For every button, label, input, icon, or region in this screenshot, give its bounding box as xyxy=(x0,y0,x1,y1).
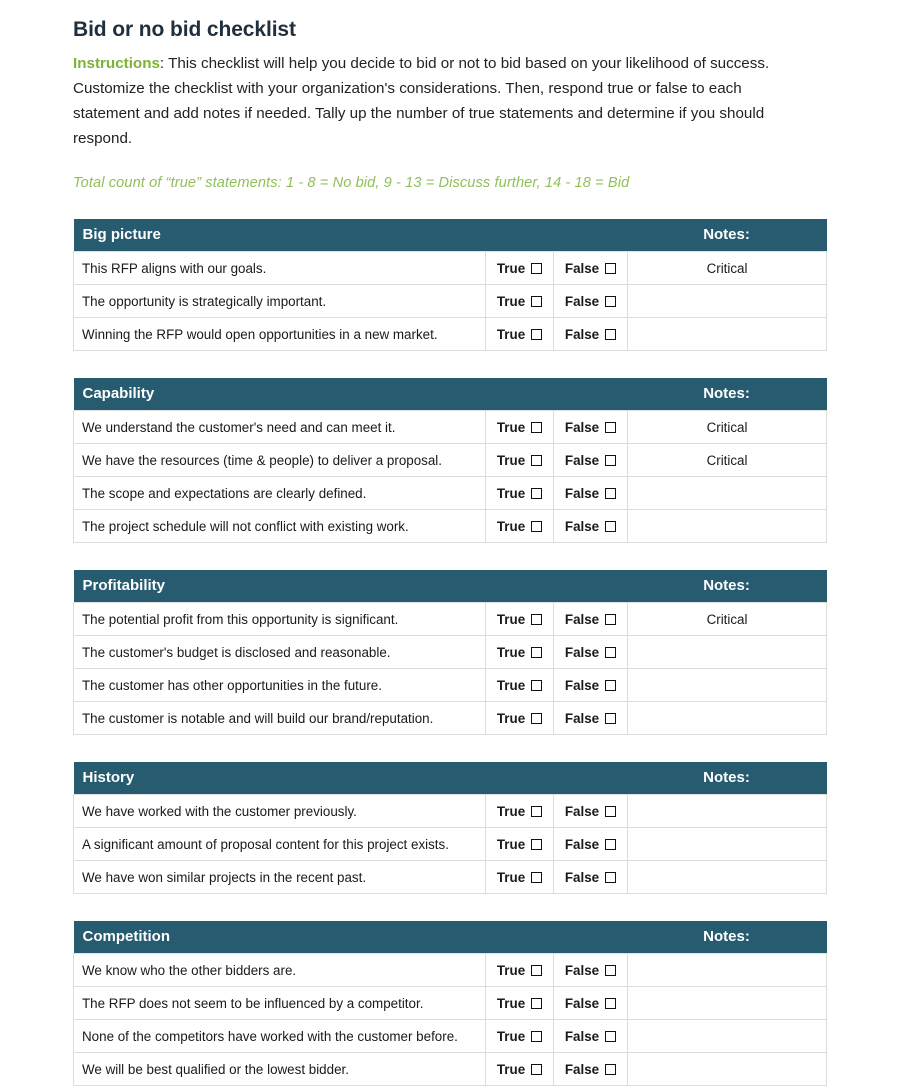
statement-cell: We know who the other bidders are. xyxy=(74,954,486,987)
section-title: Competition xyxy=(74,921,628,954)
statement-cell: We will be best qualified or the lowest bidder. xyxy=(74,1053,486,1086)
true-cell[interactable] xyxy=(486,285,554,318)
checklist-section xyxy=(73,219,826,351)
section-title: Capability xyxy=(74,378,628,411)
table-row xyxy=(74,954,827,987)
true-label: True xyxy=(496,518,526,534)
false-cell[interactable] xyxy=(554,477,628,510)
false-checkbox-icon[interactable] xyxy=(605,647,616,658)
notes-cell[interactable] xyxy=(628,702,827,735)
statement-cell: We have won similar projects in the recent past. xyxy=(74,861,486,894)
false-label: False xyxy=(564,326,600,342)
notes-cell[interactable]: Critical xyxy=(628,411,827,444)
statement-cell: Winning the RFP would open opportunities in a new market. xyxy=(74,318,486,351)
true-label: True xyxy=(496,611,526,627)
notes-column-header: Notes: xyxy=(628,762,827,795)
true-label: True xyxy=(496,452,526,468)
statement-cell: The customer's budget is disclosed and reasonable. xyxy=(74,636,486,669)
statement-cell: A significant amount of proposal content for this project exists. xyxy=(74,828,486,861)
false-checkbox-icon[interactable] xyxy=(605,713,616,724)
statement-cell: The potential profit from this opportunity is significant. xyxy=(74,603,486,636)
true-label: True xyxy=(496,419,526,435)
notes-column-header: Notes: xyxy=(628,570,827,603)
false-cell[interactable] xyxy=(554,954,628,987)
false-checkbox-icon[interactable] xyxy=(605,521,616,532)
true-label: True xyxy=(496,710,526,726)
checklist-table xyxy=(73,378,827,543)
false-checkbox-icon[interactable] xyxy=(605,329,616,340)
false-cell[interactable] xyxy=(554,702,628,735)
false-label: False xyxy=(564,803,600,819)
false-label: False xyxy=(564,869,600,885)
true-cell[interactable] xyxy=(486,1020,554,1053)
statement-cell: The project schedule will not conflict with existing work. xyxy=(74,510,486,543)
false-cell[interactable] xyxy=(554,795,628,828)
notes-cell[interactable] xyxy=(628,861,827,894)
statement-cell: The customer has other opportunities in the future. xyxy=(74,669,486,702)
notes-cell[interactable] xyxy=(628,318,827,351)
true-cell[interactable] xyxy=(486,987,554,1020)
true-checkbox-icon[interactable] xyxy=(531,329,542,340)
statement-cell: We have worked with the customer previously. xyxy=(74,795,486,828)
notes-cell[interactable] xyxy=(628,477,827,510)
table-row xyxy=(74,285,827,318)
notes-cell[interactable] xyxy=(628,636,827,669)
false-checkbox-icon[interactable] xyxy=(605,1031,616,1042)
false-label: False xyxy=(564,611,600,627)
true-checkbox-icon[interactable] xyxy=(531,488,542,499)
true-label: True xyxy=(496,326,526,342)
statement-cell: This RFP aligns with our goals. xyxy=(74,252,486,285)
false-cell[interactable] xyxy=(554,828,628,861)
statement-cell: The customer is notable and will build our brand/reputation. xyxy=(74,702,486,735)
tally-guidance: Total count of “true” statements: 1 - 8 = No bid, 9 - 13 = Discuss further, 14 - 18 = Bid xyxy=(73,175,630,191)
true-label: True xyxy=(496,1061,526,1077)
notes-cell[interactable]: Critical xyxy=(628,444,827,477)
statement-cell: We have the resources (time & people) to deliver a proposal. xyxy=(74,444,486,477)
false-checkbox-icon[interactable] xyxy=(605,806,616,817)
table-row xyxy=(74,1020,827,1053)
true-cell[interactable] xyxy=(486,636,554,669)
checklist-section xyxy=(73,378,826,543)
checklist-section xyxy=(73,570,826,735)
false-checkbox-icon[interactable] xyxy=(605,422,616,433)
false-checkbox-icon[interactable] xyxy=(605,263,616,274)
notes-cell[interactable] xyxy=(628,669,827,702)
true-cell[interactable] xyxy=(486,954,554,987)
true-checkbox-icon[interactable] xyxy=(531,263,542,274)
true-cell[interactable] xyxy=(486,669,554,702)
false-label: False xyxy=(564,677,600,693)
false-cell[interactable] xyxy=(554,1020,628,1053)
checklist-table xyxy=(73,219,827,351)
statement-cell: The opportunity is strategically important. xyxy=(74,285,486,318)
notes-column-header: Notes: xyxy=(628,921,827,954)
notes-cell[interactable] xyxy=(628,1020,827,1053)
true-checkbox-icon[interactable] xyxy=(531,839,542,850)
false-cell[interactable] xyxy=(554,411,628,444)
true-checkbox-icon[interactable] xyxy=(531,614,542,625)
true-checkbox-icon[interactable] xyxy=(531,296,542,307)
true-label: True xyxy=(496,962,526,978)
table-row xyxy=(74,669,827,702)
table-row xyxy=(74,318,827,351)
page-title: Bid or no bid checklist xyxy=(73,18,296,41)
notes-cell[interactable] xyxy=(628,954,827,987)
false-label: False xyxy=(564,836,600,852)
true-label: True xyxy=(496,485,526,501)
true-checkbox-icon[interactable] xyxy=(531,521,542,532)
true-cell[interactable] xyxy=(486,477,554,510)
checklist-table xyxy=(73,762,827,894)
table-row xyxy=(74,1053,827,1086)
statement-cell: None of the competitors have worked with the customer before. xyxy=(74,1020,486,1053)
notes-column-header: Notes: xyxy=(628,378,827,411)
table-row xyxy=(74,477,827,510)
false-cell[interactable] xyxy=(554,510,628,543)
false-label: False xyxy=(564,485,600,501)
true-checkbox-icon[interactable] xyxy=(531,872,542,883)
section-title: Big picture xyxy=(74,219,628,252)
false-cell[interactable] xyxy=(554,636,628,669)
false-checkbox-icon[interactable] xyxy=(605,488,616,499)
false-label: False xyxy=(564,452,600,468)
true-checkbox-icon[interactable] xyxy=(531,713,542,724)
true-label: True xyxy=(496,293,526,309)
false-label: False xyxy=(564,1061,600,1077)
notes-cell[interactable] xyxy=(628,510,827,543)
false-label: False xyxy=(564,518,600,534)
table-row xyxy=(74,702,827,735)
false-cell[interactable] xyxy=(554,861,628,894)
true-cell[interactable] xyxy=(486,828,554,861)
checklist-section xyxy=(73,921,826,1086)
section-header-row xyxy=(74,378,827,411)
true-cell[interactable] xyxy=(486,252,554,285)
false-label: False xyxy=(564,710,600,726)
table-row xyxy=(74,411,827,444)
table-row xyxy=(74,828,827,861)
true-checkbox-icon[interactable] xyxy=(531,1031,542,1042)
notes-column-header: Notes: xyxy=(628,219,827,252)
notes-cell[interactable] xyxy=(628,987,827,1020)
true-label: True xyxy=(496,260,526,276)
false-cell[interactable] xyxy=(554,603,628,636)
true-checkbox-icon[interactable] xyxy=(531,647,542,658)
false-label: False xyxy=(564,293,600,309)
true-label: True xyxy=(496,995,526,1011)
true-cell[interactable] xyxy=(486,444,554,477)
false-cell[interactable] xyxy=(554,444,628,477)
section-title: Profitability xyxy=(74,570,628,603)
false-label: False xyxy=(564,962,600,978)
false-label: False xyxy=(564,419,600,435)
true-cell[interactable] xyxy=(486,861,554,894)
false-checkbox-icon[interactable] xyxy=(605,455,616,466)
statement-cell: The scope and expectations are clearly defined. xyxy=(74,477,486,510)
checklist-section xyxy=(73,762,826,894)
true-label: True xyxy=(496,677,526,693)
true-cell[interactable] xyxy=(486,411,554,444)
false-checkbox-icon[interactable] xyxy=(605,296,616,307)
instructions-body: : This checklist will help you decide to bid or not to bid based on your likelihood of success. Customize the checklist with your organization's considerations. Then, respond true or false to each statement and add notes if needed. Tally up the number of true statements and determine if you should respond. xyxy=(73,55,770,147)
statement-cell: We understand the customer's need and can meet it. xyxy=(74,411,486,444)
false-checkbox-icon[interactable] xyxy=(605,998,616,1009)
false-checkbox-icon[interactable] xyxy=(605,872,616,883)
statement-cell: The RFP does not seem to be influenced by a competitor. xyxy=(74,987,486,1020)
false-label: False xyxy=(564,1028,600,1044)
table-row xyxy=(74,795,827,828)
false-label: False xyxy=(564,260,600,276)
table-row xyxy=(74,987,827,1020)
true-label: True xyxy=(496,803,526,819)
instructions-paragraph xyxy=(73,51,789,151)
checklist-table xyxy=(73,921,827,1086)
false-cell[interactable] xyxy=(554,669,628,702)
false-cell[interactable] xyxy=(554,318,628,351)
notes-cell[interactable] xyxy=(628,1053,827,1086)
true-cell[interactable] xyxy=(486,1053,554,1086)
table-row xyxy=(74,636,827,669)
true-checkbox-icon[interactable] xyxy=(531,1064,542,1075)
true-label: True xyxy=(496,869,526,885)
true-cell[interactable] xyxy=(486,318,554,351)
false-label: False xyxy=(564,995,600,1011)
false-cell[interactable] xyxy=(554,1053,628,1086)
section-header-row xyxy=(74,921,827,954)
true-cell[interactable] xyxy=(486,603,554,636)
true-cell[interactable] xyxy=(486,510,554,543)
true-checkbox-icon[interactable] xyxy=(531,422,542,433)
false-checkbox-icon[interactable] xyxy=(605,614,616,625)
true-checkbox-icon[interactable] xyxy=(531,455,542,466)
table-row xyxy=(74,252,827,285)
true-checkbox-icon[interactable] xyxy=(531,806,542,817)
checklist-table xyxy=(73,570,827,735)
notes-cell[interactable]: Critical xyxy=(628,603,827,636)
section-header-row xyxy=(74,219,827,252)
notes-cell[interactable]: Critical xyxy=(628,252,827,285)
false-checkbox-icon[interactable] xyxy=(605,1064,616,1075)
true-checkbox-icon[interactable] xyxy=(531,965,542,976)
false-checkbox-icon[interactable] xyxy=(605,839,616,850)
notes-cell[interactable] xyxy=(628,285,827,318)
false-label: False xyxy=(564,644,600,660)
true-cell[interactable] xyxy=(486,702,554,735)
true-checkbox-icon[interactable] xyxy=(531,680,542,691)
table-row xyxy=(74,603,827,636)
section-title: History xyxy=(74,762,628,795)
true-label: True xyxy=(496,836,526,852)
false-checkbox-icon[interactable] xyxy=(605,680,616,691)
section-header-row xyxy=(74,570,827,603)
true-cell[interactable] xyxy=(486,795,554,828)
false-cell[interactable] xyxy=(554,252,628,285)
true-label: True xyxy=(496,644,526,660)
checklist-sections xyxy=(73,219,826,1086)
instructions-label: Instructions xyxy=(73,55,160,72)
table-row xyxy=(74,861,827,894)
section-header-row xyxy=(74,762,827,795)
false-checkbox-icon[interactable] xyxy=(605,965,616,976)
notes-cell[interactable] xyxy=(628,795,827,828)
notes-cell[interactable] xyxy=(628,828,827,861)
table-row xyxy=(74,510,827,543)
true-checkbox-icon[interactable] xyxy=(531,998,542,1009)
true-label: True xyxy=(496,1028,526,1044)
false-cell[interactable] xyxy=(554,987,628,1020)
false-cell[interactable] xyxy=(554,285,628,318)
table-row xyxy=(74,444,827,477)
